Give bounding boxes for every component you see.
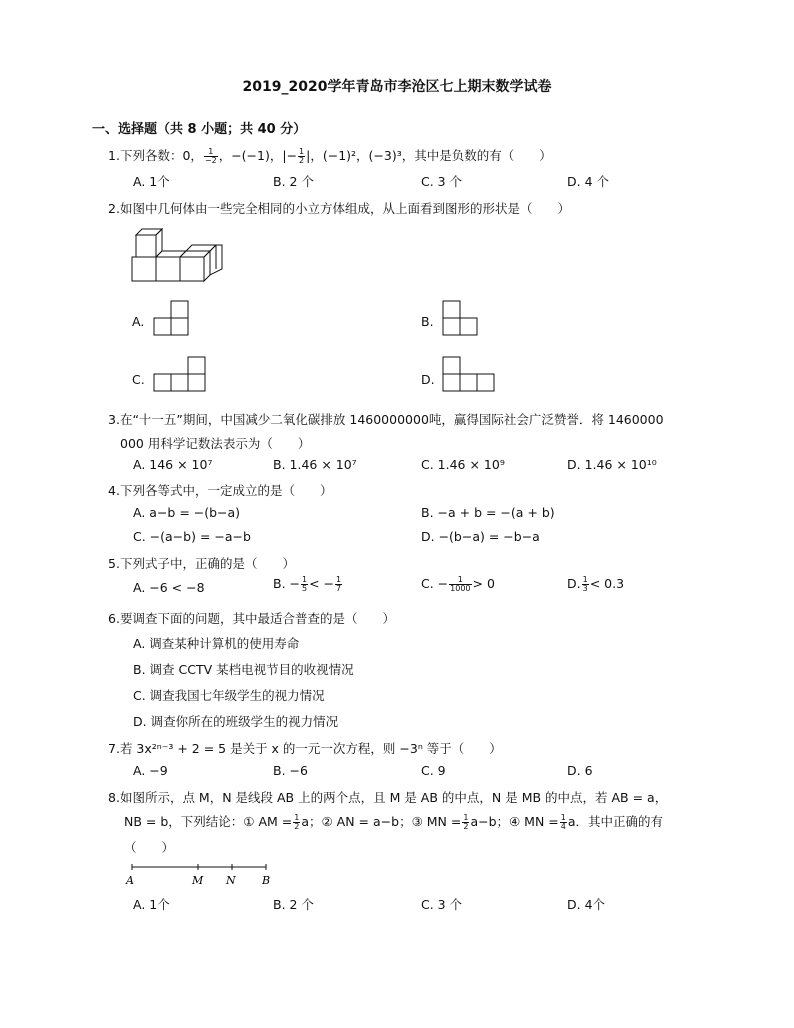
option-a: A. 调查某种计算机的使用寿命 [133, 636, 300, 651]
option-a: A. 146 × 10⁷ [133, 457, 213, 472]
option-d: D. $\frac{1}{3}$ < 0.3 [567, 575, 625, 593]
option-b: B. − $\frac{1}{5}$ < − $\frac{1}{7}$ [273, 575, 342, 593]
q2-label-c: C. [132, 372, 145, 387]
question-text: 若 3x²ⁿ⁻³ + 2 = 5 是关于 x 的一元一次方程，则 −3ⁿ 等于（ ） [119, 741, 502, 756]
option-c: C. 3 个 [421, 174, 463, 189]
point-label-n: N [226, 874, 236, 887]
question-3 [108, 410, 664, 428]
question-text: 如图中几何体由一些完全相同的小立方体组成，从上面看到图形的形状是（ ） [119, 201, 570, 216]
point-label-m: M [192, 874, 204, 887]
option-d: D. −(b−a) = −b−a [421, 529, 540, 544]
q2-label-b: B. [421, 314, 434, 329]
option-d: D. 4 个 [567, 174, 609, 189]
question-text: 下列各数：0， [119, 148, 203, 163]
question-3-cont: 000 用科学记数法表示为（ ） [120, 436, 311, 451]
option-b: B. −a + b = −(a + b) [421, 505, 555, 520]
question-text: 在“十一五”期间，中国减少二氧化碳排放 1460000000吨，赢得国际社会广泛赞誉．将 1460000 [119, 412, 664, 427]
q2-figure-a [154, 300, 194, 336]
question-7 [108, 739, 502, 757]
question-number: 4. [108, 483, 120, 498]
option-b: B. 2 个 [273, 897, 314, 912]
option-b: B. 2 个 [273, 174, 314, 189]
question-2 [108, 199, 570, 217]
q2-figure-b [443, 300, 483, 336]
point-label-b: B [262, 874, 271, 887]
question-number: 2. [108, 201, 120, 216]
fraction: $\frac{1}{2}$ [299, 147, 305, 165]
question-text: 要调查下面的问题，其中最适合普查的是（ ） [119, 611, 395, 626]
option-a: A. −9 [133, 763, 168, 778]
option-a: A. 1个 [133, 897, 170, 912]
cube-solid-figure [130, 227, 230, 287]
option-b: B. 调查 CCTV 某档电视节目的收视情况 [133, 662, 354, 677]
question-text: 下列式子中，正确的是（ ） [119, 556, 295, 571]
line-segment-figure [124, 860, 284, 890]
option-b: B. −6 [273, 763, 308, 778]
question-6 [108, 609, 395, 627]
option-a: A. 1个 [133, 174, 170, 189]
option-d: D. 调查你所在的班级学生的视力情况 [133, 714, 339, 729]
question-text: |，(−1)²，(−3)³，其中是负数的有（ ） [306, 148, 552, 163]
option-c: C. 1.46 × 10⁹ [421, 457, 505, 472]
option-d: D. 4个 [567, 897, 606, 912]
question-number: 7. [108, 741, 120, 756]
option-c: C. 9 [421, 763, 446, 778]
point-label-a: A [126, 874, 134, 887]
option-c: C. 3 个 [421, 897, 463, 912]
question-5 [108, 554, 295, 572]
option-c: C. −(a−b) = −a−b [133, 529, 251, 544]
q2-label-d: D. [421, 372, 435, 387]
fraction: $\frac{1}{-2}$ [204, 147, 217, 165]
option-a: A. a−b = −(b−a) [133, 505, 241, 520]
option-d: D. 6 [567, 763, 593, 778]
question-number: 1. [108, 148, 120, 163]
option-d: D. 1.46 × 10¹⁰ [567, 457, 657, 472]
page-title: 2019_2020学年青岛市李沧区七上期末数学试卷 [242, 79, 552, 95]
question-number: 6. [108, 611, 120, 626]
question-number: 8. [108, 790, 120, 805]
section-header: 一、选择题（共 8 小题；共 40 分） [92, 122, 307, 137]
q2-figure-c [154, 356, 210, 392]
question-8 [108, 788, 667, 806]
question-text: 下列各等式中，一定成立的是（ ） [119, 483, 333, 498]
q2-label-a: A. [132, 314, 145, 329]
question-number: 3. [108, 412, 120, 427]
question-8-answer-paren: （ ） [124, 840, 175, 855]
q2-figure-d [443, 356, 499, 392]
question-text: ，−(−1)，|− [218, 148, 298, 163]
option-c: C. − $\frac{1}{1000}$ > 0 [421, 575, 495, 593]
question-text: 如图所示，点 M，N 是线段 AB 上的两个点，且 M 是 AB 的中点，N 是 MB 的中点，若 AB = a， [119, 790, 668, 805]
option-a: A. −6 < −8 [133, 580, 205, 595]
question-number: 5. [108, 556, 120, 571]
option-b: B. 1.46 × 10⁷ [273, 457, 357, 472]
question-1 [108, 146, 552, 165]
question-8-cont: NB = b，下列结论：① AM = $\frac{1}{2}$ a；② AN = a−b；③ MN = $\frac{1}{2}$ a−b；④ MN = $\frac{1}{4}$ a．其中正确的有 [124, 813, 664, 831]
question-4 [108, 481, 332, 499]
option-c: C. 调查我国七年级学生的视力情况 [133, 688, 325, 703]
